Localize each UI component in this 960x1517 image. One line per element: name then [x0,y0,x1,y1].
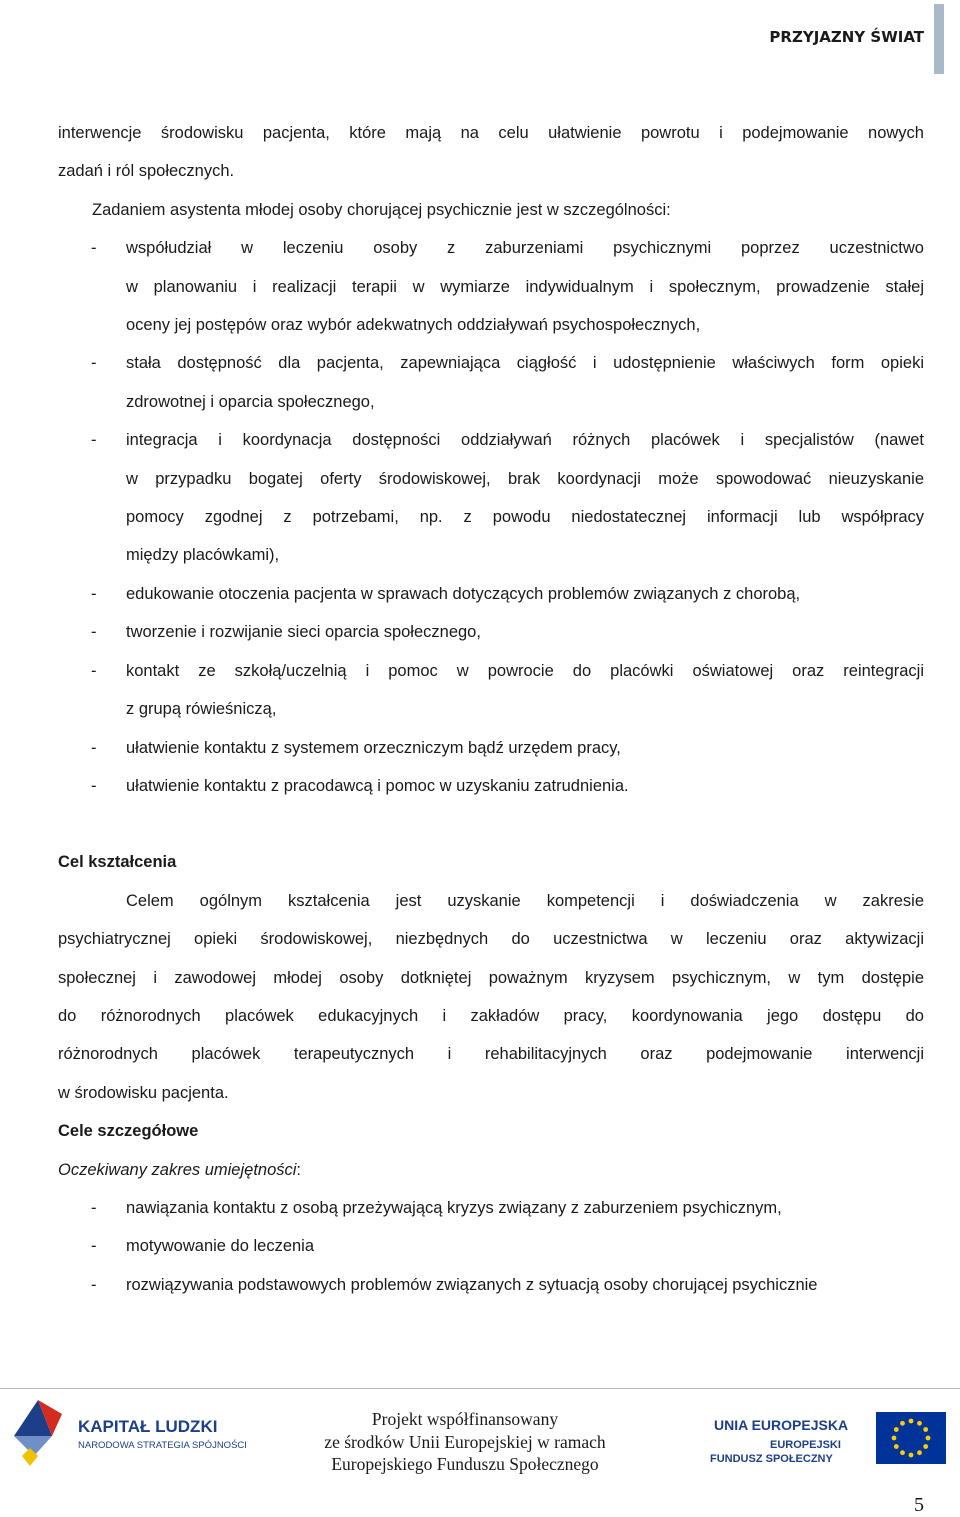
list-dash: - [91,1198,97,1217]
eu-flag-icon [704,1398,952,1474]
duty-line: kontakt ze szkołą/uczelnią i pomoc w powrocie do placówki oświatowej oraz reintegracji [126,661,924,680]
cofinancing-line: Projekt współfinansowany [371,1409,559,1429]
eu-star [923,1427,928,1432]
document-body [58,114,924,1304]
duty-item [58,229,924,344]
kl-logo-subtitle: NARODOWA STRATEGIA SPÓJNOŚCI [78,1440,247,1451]
cofinancing-line: ze środków Unii Europejskiej w ramach [324,1431,606,1452]
goal-line: społecznej i zawodowej młodej osoby dotkniętej poważnym kryzysem psychicznym, w tym dostępie [58,968,924,987]
duty-item [58,344,924,421]
duty-item [58,767,924,805]
kapital-ludzki-emblem-icon [8,1396,253,1470]
eu-star [894,1444,899,1449]
header-title: PRZYJAZNY ŚWIAT [769,28,924,46]
skill-item [58,1227,924,1265]
skill-line: motywowanie do leczenia [126,1237,315,1256]
list-dash: - [91,623,97,642]
duty-line: integracja i koordynacja dostępności oddziaływań różnych placówek i specjalistów (nawet [126,431,924,450]
goal-heading: Cel kształcenia [58,853,177,872]
goal-line: Celem ogólnym kształcenia jest uzyskanie kompetencji i doświadczenia w zakresie [126,891,924,910]
list-dash: - [91,1275,97,1294]
cofinancing-note [290,1408,640,1476]
goal-line: psychiatrycznej opieki środowiskowej, niezbędnych do uczestnictwa w leczeniu oraz aktywizacji [58,930,924,949]
list-dash: - [91,584,97,603]
eu-logo-line1: UNIA EUROPEJSKA [714,1417,849,1433]
skills-label-line [58,1151,924,1189]
list-dash: - [91,431,97,450]
skill-line: nawiązania kontaktu z osobą przeżywającą kryzys związany z zaburzeniem psychicznym, [126,1198,782,1217]
eu-star [894,1427,899,1432]
list-dash: - [91,661,97,680]
duty-item [58,421,924,575]
duty-line: ułatwienie kontaktu z pracodawcą i pomoc w uzyskaniu zatrudnienia. [126,776,629,795]
kapital-ludzki-logo [8,1396,253,1470]
eu-logo-line2: EUROPEJSKI [770,1439,841,1451]
intro-line-2: zadań i ról społecznych. [58,162,235,181]
skill-line: rozwiązywania podstawowych problemów związanych z sytuacją osoby chorującej psychicznie [126,1275,818,1294]
duty-line: zdrowotnej i oparcia społecznego, [126,392,375,411]
list-dash: - [91,354,97,373]
eu-logo [704,1398,952,1474]
eu-star [926,1436,931,1441]
skill-item [58,1266,924,1304]
section-gap [58,805,924,843]
eu-star [892,1436,897,1441]
kl-logo-title: KAPITAŁ LUDZKI [78,1417,218,1436]
duty-item [58,652,924,729]
duty-line: ułatwienie kontaktu z systemem orzeczniczym bądź urzędem pracy, [126,738,621,757]
list-dash: - [91,1237,97,1256]
duty-item [58,729,924,767]
intro-line-1: interwencje środowisku pacjenta, które mają na celu ułatwienie powrotu i podejmowanie nowych [58,124,924,142]
skills-label: Oczekiwany zakres umiejętności [58,1160,297,1179]
detailed-goals-heading: Cele szczegółowe [58,1122,199,1141]
header-accent-bar [934,4,944,74]
list-dash: - [91,738,97,757]
duty-item [58,575,924,613]
duty-line: pomocy zgodnej z potrzebami, np. z powodu niedostatecznej informacji lub współpracy [126,508,924,527]
skills-colon: : [296,1160,302,1179]
list-dash: - [91,239,97,258]
cofinancing-line: Europejskiego Funduszu Społecznego [331,1454,599,1475]
duty-line: oceny jej postępów oraz wybór adekwatnych oddziaływań psychospołecznych, [126,316,701,335]
list-dash: - [91,776,97,795]
duty-line: tworzenie i rozwijanie sieci oparcia społecznego, [126,623,481,642]
duty-line: w planowaniu i realizacji terapii w wymiarze indywidualnym i społecznym, prowadzenie stałej [126,277,924,296]
duty-line: między placówkami), [126,546,280,565]
eu-star [917,1421,922,1426]
skill-item [58,1189,924,1227]
eu-star [909,1453,914,1458]
page-number: 5 [914,1494,924,1516]
duty-line: z grupą rówieśniczą, [126,700,277,719]
duty-line: edukowanie otoczenia pacjenta w sprawach dotyczących problemów związanych z chorobą, [126,584,801,603]
duty-line: stała dostępność dla pacjenta, zapewniająca ciągłość i udostępnienie właściwych form opieki [126,354,924,373]
eu-star [923,1444,928,1449]
eu-star [909,1419,914,1424]
duty-line: współudział w leczeniu osoby z zaburzeniami psychicznymi poprzez uczestnictwo [126,239,924,258]
eu-star [900,1421,905,1426]
goal-line: różnorodnych placówek terapeutycznych i rehabilitacyjnych oraz podejmowanie interwencji [58,1045,924,1064]
eu-star [917,1450,922,1455]
eu-star [900,1450,905,1455]
eu-logo-line3: FUNDUSZ SPOŁECZNY [710,1453,833,1465]
duties-lead: Zadaniem asystenta młodej osoby chorującej psychicznie jest w szczególności: [92,200,671,219]
duty-line: w przypadku bogatej oferty środowiskowej, brak koordynacji może spowodować nieuzyskanie [126,469,924,488]
duty-item [58,613,924,651]
goal-line: do różnorodnych placówek edukacyjnych i zakładów pracy, koordynowania jego dostępu do [58,1006,924,1025]
goal-line: w środowisku pacjenta. [58,1083,229,1102]
footer-divider [0,1388,960,1389]
